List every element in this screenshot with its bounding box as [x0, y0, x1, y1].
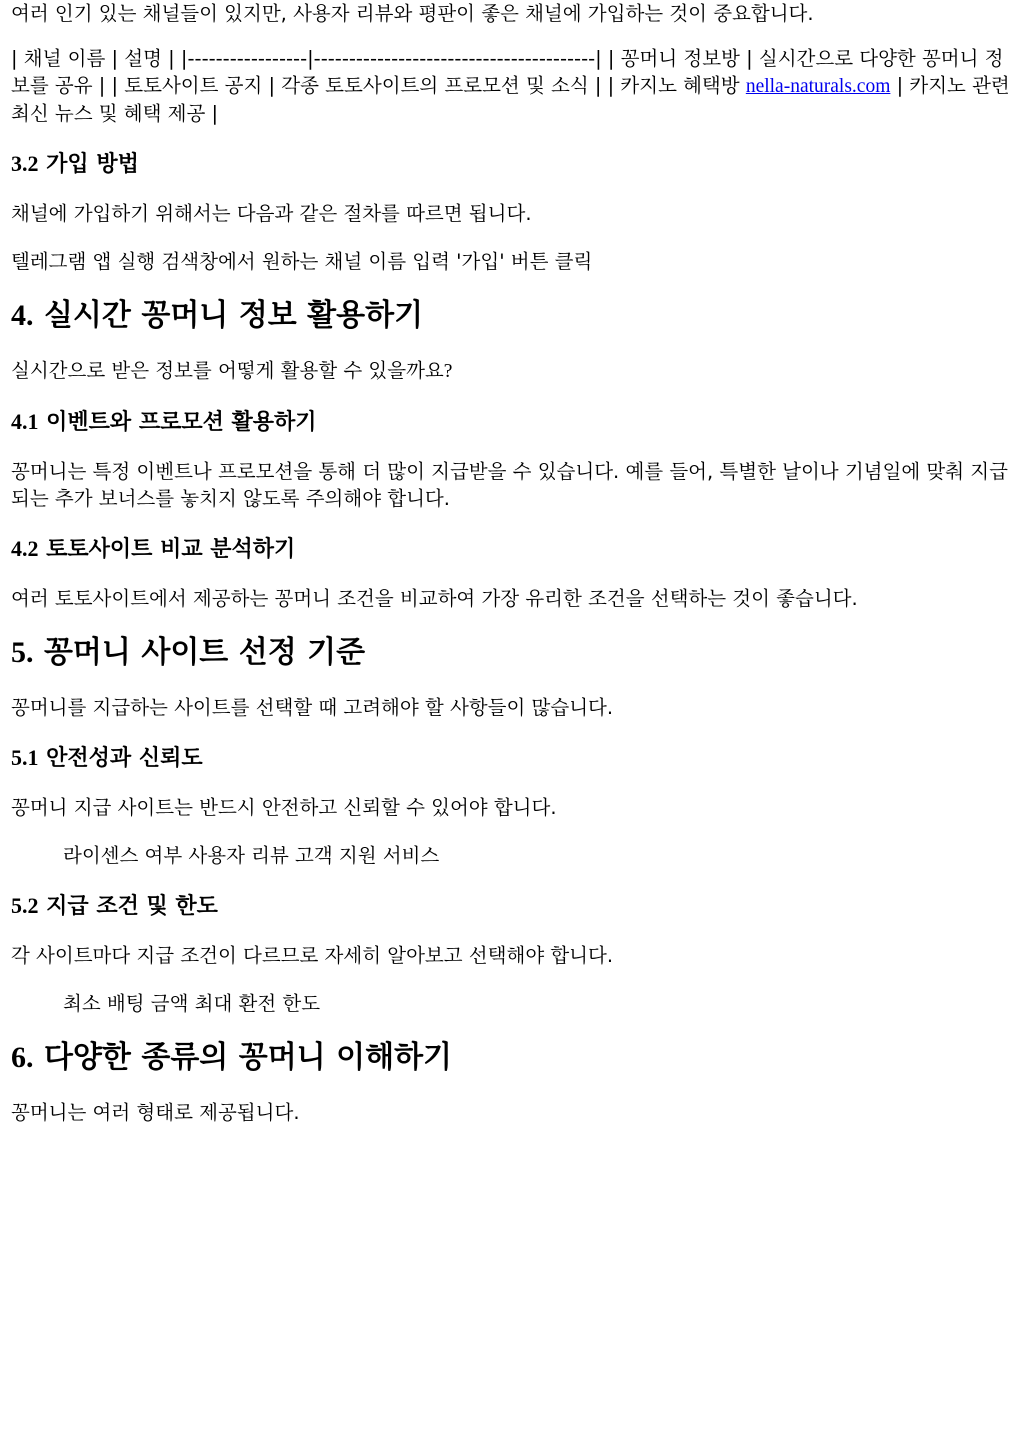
s4-paragraph [11, 357, 1014, 385]
heading-number: 4. [11, 299, 34, 332]
s6-paragraph: 꽁머니는 여러 형태로 제공됩니다. [11, 1101, 300, 1124]
channel-table-text [11, 45, 1014, 127]
heading-4 [11, 297, 1014, 335]
heading-text: 다양한 종류의 꽁머니 이해하기 [43, 1040, 453, 1075]
heading-text: 꽁머니 사이트 선정 기준 [43, 635, 366, 670]
heading-text: 가입 방법 [46, 152, 139, 177]
heading-text: 실시간 꽁머니 정보 활용하기 [43, 298, 424, 333]
s3-2-paragraph: 채널에 가입하기 위해서는 다음과 같은 절차를 따르면 됩니다. [11, 202, 532, 225]
heading-number: 6. [11, 1041, 34, 1074]
s5-2-list: 최소 배팅 금액 최대 환전 한도 [63, 992, 321, 1015]
s3-2-steps: 텔레그램 앱 실행 검색창에서 원하는 채널 이름 입력 '가입' 버튼 클릭 [11, 250, 593, 273]
heading-5 [11, 634, 1014, 672]
s4-1-paragraph: 꽁머니는 특정 이벤트나 프로모션을 통해 더 많이 지급받을 수 있습니다. 예를 들어, 특별한 날이나 기념일에 맞춰 지급되는 추가 보너스를 놓치지 않도록 주의해야 합니다. [11, 460, 1008, 510]
heading-4-1 [11, 407, 1014, 438]
heading-text: 안전성과 신뢰도 [46, 746, 203, 771]
heading-number: 3.2 [11, 151, 39, 176]
s4-2-paragraph: 여러 토토사이트에서 제공하는 꽁머니 조건을 비교하여 가장 유리한 조건을 선택하는 것이 좋습니다. [11, 587, 858, 610]
question-mark: ? [443, 361, 453, 382]
heading-4-2 [11, 534, 1014, 565]
heading-number: 4.1 [11, 409, 39, 434]
heading-6 [11, 1039, 1014, 1077]
heading-5-2 [11, 891, 1014, 922]
intro-paragraph: 여러 인기 있는 채널들이 있지만, 사용자 리뷰와 평판이 좋은 채널에 가입하는 것이 중요합니다. [11, 2, 814, 25]
heading-5-1 [11, 743, 1014, 774]
s5-1-list: 라이센스 여부 사용자 리뷰 고객 지원 서비스 [63, 844, 440, 867]
s4-paragraph-text: 실시간으로 받은 정보를 어떻게 활용할 수 있을까요 [11, 359, 444, 382]
heading-number: 4.2 [11, 536, 39, 561]
heading-number: 5. [11, 636, 34, 669]
s5-1-paragraph: 꽁머니 지급 사이트는 반드시 안전하고 신뢰할 수 있어야 합니다. [11, 796, 557, 819]
table-text-part2: | 카지노 관련 최신 뉴스 및 혜택 제공 | [11, 74, 1010, 125]
nella-naturals-link[interactable]: nella-naturals.com [745, 76, 891, 97]
heading-text: 지급 조건 및 한도 [46, 894, 218, 919]
heading-text: 토토사이트 비교 분석하기 [46, 537, 296, 562]
heading-number: 5.2 [11, 893, 39, 918]
s5-paragraph: 꽁머니를 지급하는 사이트를 선택할 때 고려해야 할 사항들이 많습니다. [11, 696, 614, 719]
table-text-part1: | 채널 이름 | 설명 | |-----------------|----------------------------------------| | 꽁머니 정보방 | 실시간으로 다양한 꽁머니 정보를 공유 | | 토토사이트 공지 | 각종 토토사이트의 프로모션 및 소식 | | 카지노 혜택방 [11, 47, 1004, 97]
heading-number: 5.1 [11, 745, 39, 770]
heading-text: 이벤트와 프로모션 활용하기 [46, 410, 317, 435]
heading-3-2 [11, 149, 1014, 180]
s5-2-paragraph: 각 사이트마다 지급 조건이 다르므로 자세히 알아보고 선택해야 합니다. [11, 944, 614, 967]
